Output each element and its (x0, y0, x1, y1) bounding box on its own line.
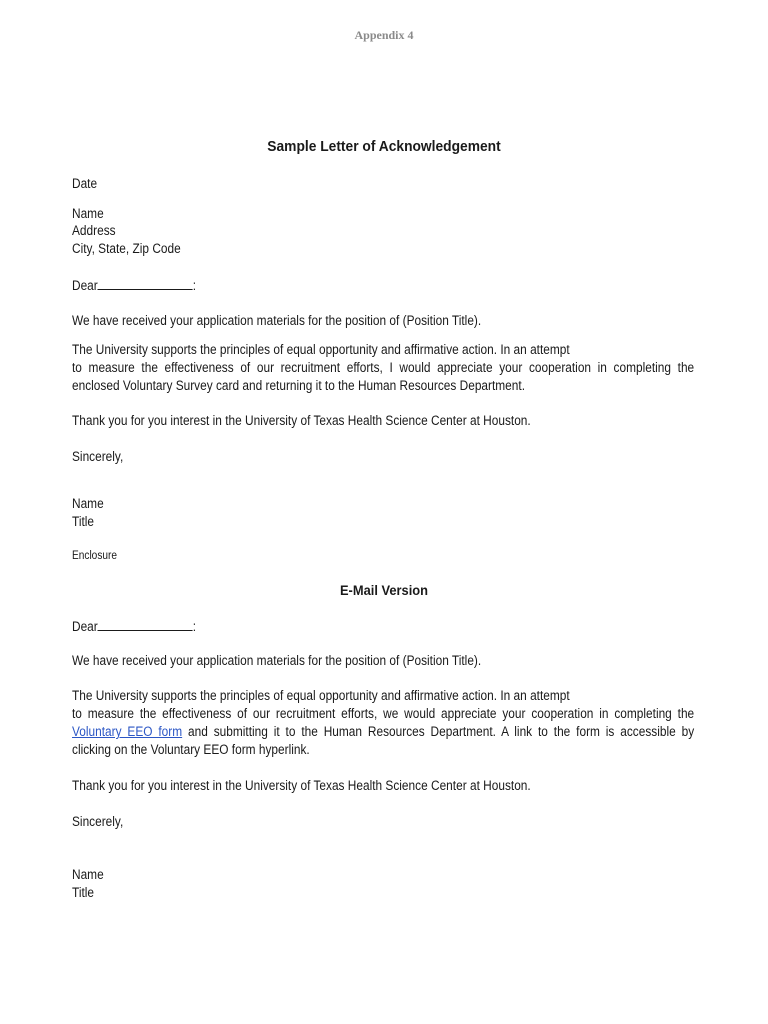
address-name: Name (72, 206, 104, 221)
letter-para-line: to measure the effectiveness of our recruitment efforts, I would appreciate your cooperation in completing the (72, 360, 695, 375)
email-para-line: The University supports the principles of equal opportunity and affirmative action. In an attempt (72, 688, 570, 703)
email-sig-name: Name (72, 867, 104, 882)
email-sig-title: Title (72, 885, 95, 900)
address-street: Address (72, 223, 116, 238)
salutation-blank (98, 277, 193, 290)
email-para-line-with-link (72, 724, 694, 739)
salutation-text: Dear (72, 278, 98, 293)
email-received: We have received your application materials for the position of (Position Title). (72, 653, 482, 668)
appendix-label: Appendix 4 (354, 28, 414, 42)
email-para-text: and submitting it to the Human Resources Department. A link to the form is accessible by (182, 724, 695, 739)
letter-thanks: Thank you for you interest in the University of Texas Health Science Center at Houston. (72, 413, 531, 428)
salutation-blank (98, 618, 193, 631)
email-para-line: clicking on the Voluntary EEO form hyperlink. (72, 742, 310, 757)
address-city: City, State, Zip Code (72, 241, 181, 256)
voluntary-eeo-form-link[interactable]: Voluntary EEO form (72, 724, 183, 739)
letter-para-line: enclosed Voluntary Survey card and returning it to the Human Resources Department. (72, 378, 526, 393)
letter-salutation (72, 277, 196, 293)
email-title: E-Mail Version (339, 582, 429, 598)
salutation-text: Dear (72, 619, 98, 634)
letter-sig-title: Title (72, 514, 95, 529)
salutation-colon: : (192, 278, 197, 293)
letter-sig-name: Name (72, 496, 104, 511)
salutation-colon: : (192, 619, 197, 634)
letter-para-line: The University supports the principles of equal opportunity and affirmative action. In an attempt (72, 342, 570, 357)
letter-title: Sample Letter of Acknowledgement (267, 138, 501, 155)
enclosure-label: Enclosure (72, 550, 118, 562)
email-salutation (72, 618, 196, 634)
email-para-line: to measure the effectiveness of our recruitment efforts, we would appreciate your cooperation in completing the (72, 706, 695, 721)
letter-received: We have received your application materials for the position of (Position Title). (72, 313, 482, 328)
letter-closing: Sincerely, (72, 449, 124, 464)
email-thanks: Thank you for you interest in the University of Texas Health Science Center at Houston. (72, 778, 531, 793)
email-closing: Sincerely, (72, 814, 124, 829)
date-line: Date (72, 176, 98, 191)
